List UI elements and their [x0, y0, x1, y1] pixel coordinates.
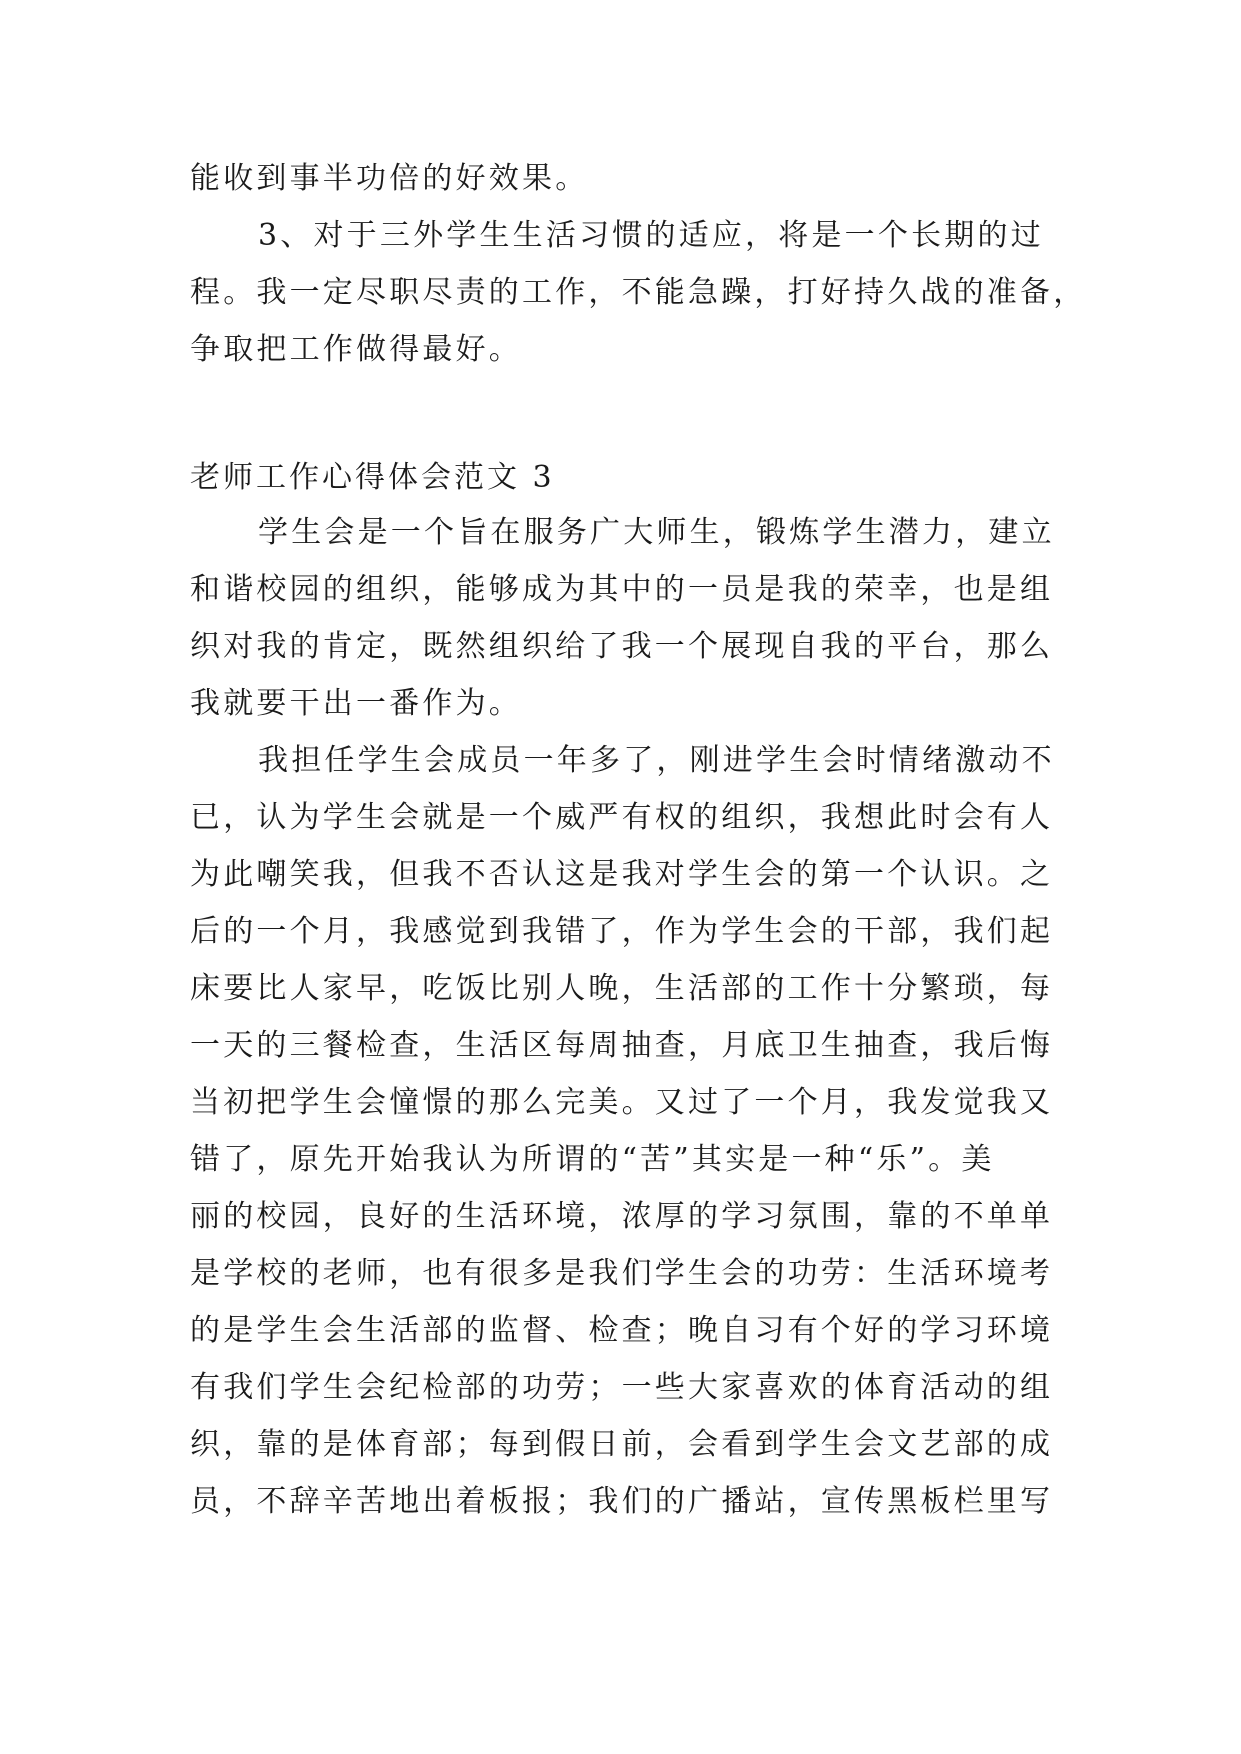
paragraph-line: 的是学生会生活部的监督、检查；晚自习有个好的学习环境	[190, 1313, 1054, 1348]
paragraph-line: 学生会是一个旨在服务广大师生，锻炼学生潜力，建立	[258, 515, 1055, 550]
paragraph-line: 3、对于三外学生生活习惯的适应，将是一个长期的过	[258, 218, 1044, 253]
continued-text-block	[190, 150, 1087, 378]
section-body	[190, 504, 1060, 1530]
paragraph-line: 织，靠的是体育部；每到假日前，会看到学生会文艺部的成	[190, 1427, 1054, 1462]
paragraph-line: 为此嘲笑我，但我不否认这是我对学生会的第一个认识。之	[190, 857, 1054, 892]
paragraph-line: 我就要干出一番作为。	[190, 686, 522, 721]
paragraph-line: 能收到事半功倍的好效果。	[190, 161, 589, 196]
paragraph-line: 已，认为学生会就是一个威严有权的组织，我想此时会有人	[190, 800, 1054, 835]
paragraph-line: 和谐校园的组织，能够成为其中的一员是我的荣幸，也是组	[190, 572, 1054, 607]
paragraph-line: 错了，原先开始我认为所谓的“苦”其实是一种“乐”。美	[190, 1142, 995, 1177]
paragraph-line: 有我们学生会纪检部的功劳；一些大家喜欢的体育活动的组	[190, 1370, 1054, 1405]
paragraph-line: 员，不辞辛苦地出着板报；我们的广播站，宣传黑板栏里写	[190, 1484, 1054, 1519]
paragraph-line: 我担任学生会成员一年多了，刚进学生会时情绪激动不	[258, 743, 1055, 778]
paragraph-line: 当初把学生会憧憬的那么完美。又过了一个月，我发觉我又	[190, 1085, 1054, 1120]
paragraph-line: 争取把工作做得最好。	[190, 332, 522, 367]
paragraph-line: 床要比人家早，吃饭比别人晚，生活部的工作十分繁琐，每	[190, 971, 1054, 1006]
paragraph-line: 一天的三餐检查，生活区每周抽查，月底卫生抽查，我后悔	[190, 1028, 1054, 1063]
paragraph-line: 丽的校园，良好的生活环境，浓厚的学习氛围，靠的不单单	[190, 1199, 1054, 1234]
paragraph-line: 后的一个月，我感觉到我错了，作为学生会的干部，我们起	[190, 914, 1054, 949]
paragraph-line: 织对我的肯定，既然组织给了我一个展现自我的平台，那么	[190, 629, 1054, 664]
paragraph-line: 是学校的老师，也有很多是我们学生会的功劳：生活环境考	[190, 1256, 1054, 1291]
paragraph-line: 程。我一定尽职尽责的工作，不能急躁，打好持久战的准备，	[190, 275, 1087, 310]
section-title: 老师工作心得体会范文 3	[190, 460, 555, 495]
